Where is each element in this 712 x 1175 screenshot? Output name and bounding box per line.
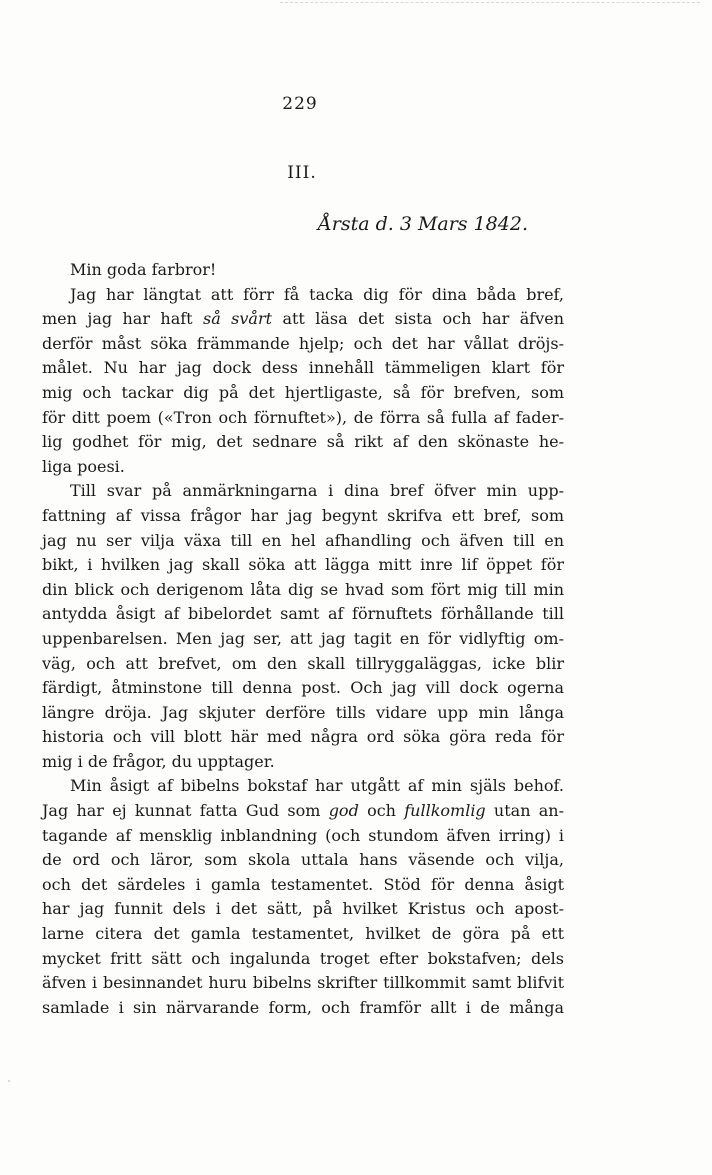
text-run: historia och vill blott här med några ord söka göra reda för	[42, 727, 564, 747]
text-line	[42, 307, 564, 332]
text-run: och det särdeles i gamla testamentet. Stöd för denna åsigt	[42, 874, 564, 894]
text-line	[42, 799, 564, 824]
text-run: målet. Nu har jag dock dess innehåll tämmeligen klart för	[42, 358, 564, 378]
text-run: längre dröja. Jag skjuter derföre tills vidare upp min långa	[42, 702, 564, 722]
text-line	[42, 725, 564, 750]
text-line	[42, 774, 564, 799]
text-run: larne citera det gamla testamentet, hvilket de göra på ett	[42, 924, 564, 944]
text-line	[42, 406, 564, 431]
text-line	[42, 381, 564, 406]
text-line	[42, 332, 564, 357]
text-run: antydda åsigt af bibelordet samt af förnuftets förhållande till	[42, 604, 564, 624]
page-edge-smudge	[280, 2, 700, 5]
text-line	[42, 529, 564, 554]
text-run: jag nu ser vilja växa till en hel afhandling och äfven till en	[42, 530, 564, 550]
page-number: 229	[282, 94, 318, 114]
text-line	[42, 996, 564, 1021]
letter-dateline: Årsta d. 3 Mars 1842.	[318, 213, 528, 235]
text-run: äfven i besinnandet huru bibelns skrifter tillkommit samt blifvit	[42, 973, 564, 993]
text-run: att läsa det sista och har äfven	[272, 309, 565, 329]
text-run: mig och tackar dig på det hjertligaste, så för brefven, som	[42, 382, 564, 402]
text-line	[42, 824, 564, 849]
text-run: liga poesi.	[42, 456, 125, 476]
text-run: för ditt poem («Tron och förnuftet»), de förra så fulla af fader-	[42, 407, 564, 427]
text-run: Jag har längtat att förr få tacka dig för dina båda bref,	[70, 284, 564, 304]
text-run: men jag har haft	[42, 309, 204, 329]
text-line	[42, 947, 564, 972]
text-line	[42, 553, 564, 578]
text-run: fattning af vissa frågor har jag begynt skrifva ett bref, som	[42, 505, 564, 525]
text-line	[42, 701, 564, 726]
text-run: Till svar på anmärkningarna i dina bref öfver min upp-	[70, 481, 564, 501]
emphasized-text: så svårt	[203, 309, 273, 329]
text-run: har jag funnit dels i det sätt, på hvilket Kristus och apost-	[42, 899, 564, 919]
text-line	[42, 479, 564, 504]
text-line	[42, 750, 564, 775]
text-run: mycket fritt sätt och ingalunda troget efter bokstafven; dels	[42, 948, 564, 968]
text-line	[42, 627, 564, 652]
text-run: och	[358, 801, 405, 821]
text-run: uppenbarelsen. Men jag ser, att jag tagit en för vidlyftig om-	[42, 628, 564, 648]
text-run: derför måst söka främmande hjelp; och det har vållat dröjs-	[42, 333, 564, 353]
text-run: samlade i sin närvarande form, och framför allt i de många	[42, 997, 564, 1017]
text-line	[42, 848, 564, 873]
text-line	[42, 356, 564, 381]
text-run: utan an-	[485, 801, 565, 821]
letter-salutation	[42, 258, 564, 283]
text-run: de ord och läror, som skola uttala hans väsende och vilja,	[42, 850, 564, 870]
section-heading: III.	[287, 163, 317, 183]
emphasized-text: fullkomlig	[404, 801, 486, 821]
text-run: Min åsigt af bibelns bokstaf har utgått af min själs behof.	[70, 776, 564, 796]
paper-speck	[8, 1080, 10, 1082]
text-line	[42, 922, 564, 947]
text-line	[42, 676, 564, 701]
text-line	[42, 873, 564, 898]
text-run: tagande af mensklig inblandning (och stundom äfven irring) i	[42, 825, 564, 845]
emphasized-text: god	[328, 801, 359, 821]
text-line	[42, 602, 564, 627]
text-line	[42, 455, 564, 480]
letter-body	[42, 258, 564, 1020]
text-run: din blick och derigenom låta dig se hvad som fört mig till min	[42, 579, 564, 599]
text-run: mig i de frågor, du upptager.	[42, 751, 275, 771]
text-line	[42, 578, 564, 603]
text-run: bikt, i hvilken jag skall söka att lägga mitt inre lif öppet för	[42, 555, 564, 575]
text-run: Min goda farbror!	[70, 260, 217, 279]
text-line	[42, 283, 564, 308]
text-run: Jag har ej kunnat fatta Gud som	[42, 801, 329, 821]
text-line	[42, 504, 564, 529]
text-run: lig godhet för mig, det sednare så rikt af den skönaste he-	[42, 432, 564, 452]
text-run: väg, och att brefvet, om den skall tillryggaläggas, icke blir	[42, 653, 564, 673]
text-run: färdigt, åtminstone till denna post. Och jag vill dock ogerna	[42, 678, 564, 698]
text-line	[42, 652, 564, 677]
text-line	[42, 897, 564, 922]
text-line	[42, 430, 564, 455]
text-line	[42, 971, 564, 996]
